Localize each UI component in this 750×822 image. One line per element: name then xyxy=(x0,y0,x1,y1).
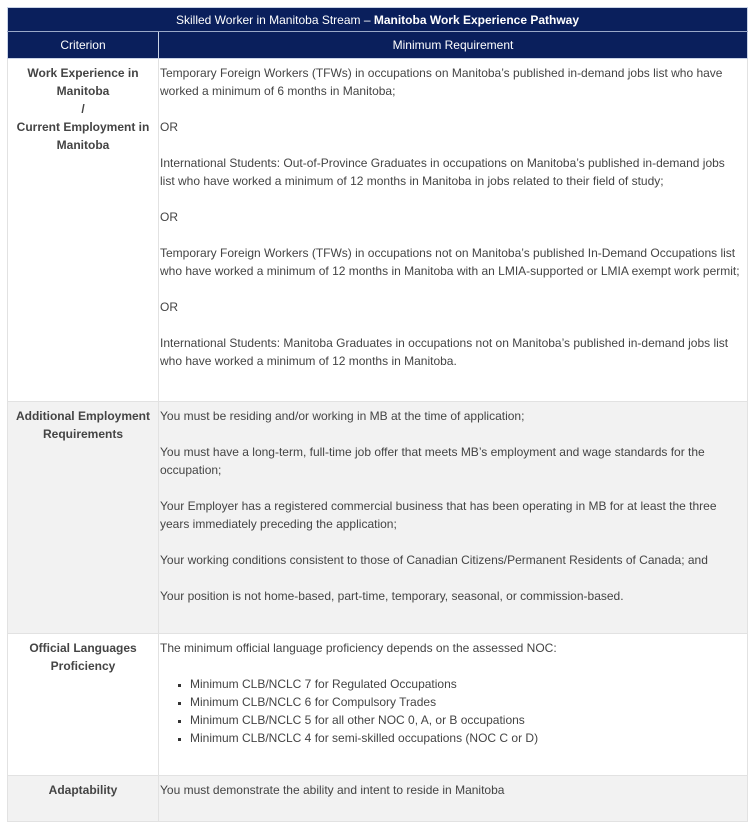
list-item: ▪ Minimum CLB/NCLC 4 for semi-skilled occupations (NOC C or D) xyxy=(190,729,741,747)
requirement-paragraph: You must be residing and/or working in MB at the time of application; xyxy=(160,409,525,423)
criterion-cell xyxy=(8,59,159,402)
table-row-adaptability xyxy=(8,776,748,822)
or-separator: OR xyxy=(160,300,178,314)
criterion-cell xyxy=(8,402,159,634)
criterion-cell xyxy=(8,634,159,776)
requirement-paragraph: International Students: Manitoba Graduates in occupations not on Manitoba’s published in-demand jobs list who have worked a minimum of 12 months in Manitoba. xyxy=(160,336,729,368)
requirement-cell xyxy=(159,776,748,822)
table-row-work-experience xyxy=(8,59,748,402)
column-header-minimum-requirement: Minimum Requirement xyxy=(159,32,748,59)
criterion-label: Current Employment in Manitoba xyxy=(16,120,150,152)
requirement-paragraph: Your position is not home-based, part-time, temporary, seasonal, or commission-based. xyxy=(160,589,624,603)
criterion-cell xyxy=(8,776,159,822)
list-item: ▪ Minimum CLB/NCLC 5 for all other NOC 0, A, or B occupations xyxy=(190,711,741,729)
requirement-cell xyxy=(159,634,748,776)
criterion-label: Official Languages Proficiency xyxy=(29,641,137,673)
requirement-paragraph: Temporary Foreign Workers (TFWs) in occupations on Manitoba’s published in-demand jobs list who have worked a minimum of 6 months in Manitoba; xyxy=(160,66,723,98)
requirement-paragraph: The minimum official language proficiency depends on the assessed NOC: xyxy=(160,641,557,655)
or-separator: OR xyxy=(160,120,178,134)
language-requirements-list xyxy=(160,675,741,747)
table-title xyxy=(8,8,748,32)
requirements-table-container xyxy=(7,7,747,822)
criterion-label: Adaptability xyxy=(48,783,118,797)
table-title-pathway: Manitoba Work Experience Pathway xyxy=(373,12,580,27)
requirement-cell xyxy=(159,402,748,634)
criterion-label: Additional Employment Requirements xyxy=(15,409,150,441)
requirement-paragraph: Your Employer has a registered commercial business that has been operating in MB for at least the three years immediately preceding the application; xyxy=(160,499,717,531)
requirement-cell xyxy=(159,59,748,402)
column-header-criterion: Criterion xyxy=(8,32,159,59)
requirement-paragraph: Your working conditions consistent to those of Canadian Citizens/Permanent Residents of Canada; and xyxy=(160,553,708,567)
requirement-paragraph: Temporary Foreign Workers (TFWs) in occupations not on Manitoba’s published In-Demand Occupations list who have worked a minimum of 12 months in Manitoba with an LMIA-supported or LMIA exempt work permit; xyxy=(160,246,740,278)
list-item: ▪ Minimum CLB/NCLC 6 for Compulsory Trades xyxy=(190,693,741,711)
list-item: ▪ Minimum CLB/NCLC 7 for Regulated Occupations xyxy=(190,675,741,693)
requirement-paragraph: You must have a long-term, full-time job offer that meets MB’s employment and wage standards for the occupation; xyxy=(160,445,705,477)
requirement-paragraph: International Students: Out-of-Province Graduates in occupations on Manitoba’s published in-demand jobs list who have worked a minimum of 12 months in Manitoba in jobs related to their field of study; xyxy=(160,156,725,188)
table-row-additional-employment xyxy=(8,402,748,634)
criterion-label: Work Experience in Manitoba xyxy=(27,66,139,98)
criterion-separator: / xyxy=(81,102,85,116)
table-row-official-languages xyxy=(8,634,748,776)
requirement-paragraph: You must demonstrate the ability and intent to reside in Manitoba xyxy=(160,783,505,797)
requirements-table xyxy=(7,7,748,822)
or-separator: OR xyxy=(160,210,178,224)
table-title-prefix: Skilled Worker in Manitoba Stream – xyxy=(175,12,374,27)
